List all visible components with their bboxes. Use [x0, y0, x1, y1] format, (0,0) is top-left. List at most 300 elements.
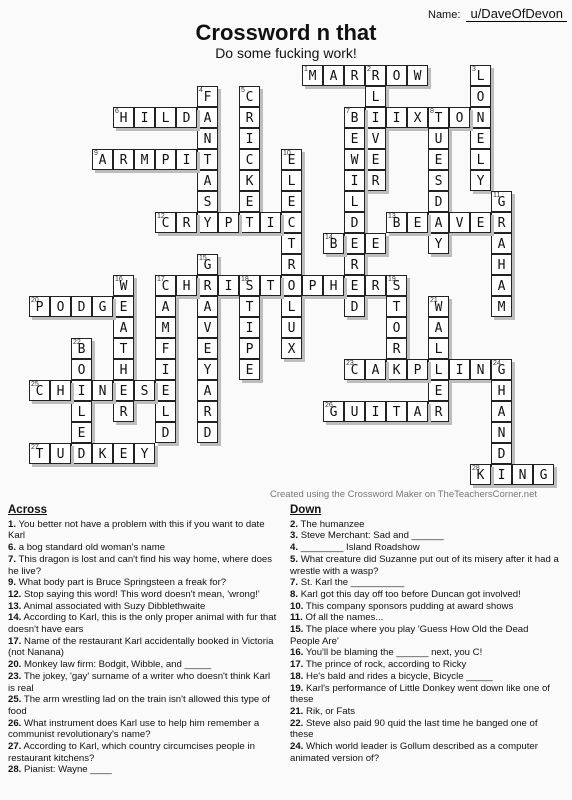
clue-text: Pianist: Wayne ____ [24, 764, 112, 776]
clue-text: According to Karl, this is the only proper animal with fur that doesn't have ears [8, 612, 277, 636]
grid-cell[interactable] [470, 170, 491, 191]
cell-letter: H [56, 384, 65, 399]
clue-text: The prince of rock, according to Ricky [305, 659, 467, 671]
grid-cell[interactable] [239, 212, 260, 233]
grid-cell[interactable] [113, 107, 134, 128]
cell-letter: K [392, 363, 401, 378]
grid-cell[interactable] [155, 359, 176, 380]
grid-cell[interactable] [197, 191, 218, 212]
grid-cell[interactable] [239, 359, 260, 380]
grid-cell[interactable] [386, 317, 407, 338]
grid-cell[interactable] [428, 107, 449, 128]
cell-letter: M [497, 300, 506, 315]
down-clue [290, 589, 560, 601]
down-clue [290, 530, 560, 542]
grid-cell[interactable] [428, 128, 449, 149]
clue-text: What body part is Bruce Springsteen a freak for? [18, 577, 227, 589]
grid-cell[interactable] [470, 86, 491, 107]
cell-letter: A [497, 279, 506, 294]
grid-cell[interactable] [470, 65, 491, 86]
grid-cell[interactable] [365, 170, 386, 191]
clue-text: He's bald and rides a bicycle, Bicycle _____ [306, 670, 493, 682]
cell-letter: B [350, 111, 359, 126]
grid-cell[interactable] [218, 275, 239, 296]
grid-cell[interactable] [344, 128, 365, 149]
cell-letter: E [203, 342, 212, 357]
grid-cell[interactable] [386, 275, 407, 296]
grid-cell[interactable] [344, 275, 365, 296]
clue-number: 23. [8, 670, 22, 682]
clue-number: 20. [8, 659, 22, 671]
grid-cell[interactable] [302, 65, 323, 86]
clue-number: 27. [8, 741, 22, 753]
grid-cell[interactable] [323, 401, 344, 422]
grid-cell[interactable] [533, 464, 554, 485]
cell-letter: N [518, 468, 527, 483]
clue-text: ________ Island Roadshow [300, 542, 420, 554]
cell-letter: S [203, 195, 212, 210]
grid-cell[interactable] [134, 380, 155, 401]
grid-cell[interactable] [491, 191, 512, 212]
grid-cell[interactable] [155, 380, 176, 401]
clue-number: 22. [290, 717, 304, 729]
cell-number: 15 [199, 255, 207, 262]
grid-cell[interactable] [491, 233, 512, 254]
grid-cell[interactable] [407, 401, 428, 422]
cell-letter: A [497, 405, 506, 420]
clue-number: 25. [8, 694, 22, 706]
grid-cell[interactable] [197, 296, 218, 317]
cell-letter: H [329, 279, 338, 294]
cell-letter: I [455, 363, 464, 378]
cell-number: 27 [31, 444, 39, 451]
grid-cell[interactable] [239, 107, 260, 128]
grid-cell[interactable] [92, 443, 113, 464]
grid-cell[interactable] [365, 149, 386, 170]
grid-cell[interactable] [428, 338, 449, 359]
grid-cell[interactable] [239, 317, 260, 338]
grid-cell[interactable] [155, 317, 176, 338]
grid-cell[interactable] [281, 254, 302, 275]
clue-number: 5. [290, 553, 299, 565]
clue-text: You better not have a problem with this if you want to date Karl [8, 518, 265, 542]
grid-cell[interactable] [491, 296, 512, 317]
grid-cell[interactable] [491, 380, 512, 401]
down-clue [290, 741, 560, 764]
grid-cell[interactable] [365, 359, 386, 380]
grid-cell[interactable] [197, 359, 218, 380]
grid-cell[interactable] [281, 275, 302, 296]
cell-letter: U [434, 132, 443, 147]
cell-letter: I [161, 363, 170, 378]
grid-cell[interactable] [29, 296, 50, 317]
grid-cell[interactable] [197, 422, 218, 443]
grid-cell[interactable] [344, 359, 365, 380]
grid-cell[interactable] [281, 191, 302, 212]
cell-letter: Y [203, 216, 212, 231]
grid-cell[interactable] [29, 443, 50, 464]
cell-number: 16 [115, 276, 123, 283]
clue-number: 26. [8, 717, 22, 729]
cell-number: 2 [367, 66, 371, 73]
grid-cell[interactable] [365, 107, 386, 128]
grid-cell[interactable] [470, 464, 491, 485]
across-clue [8, 741, 278, 764]
cell-letter: B [77, 342, 86, 357]
grid-cell[interactable] [197, 212, 218, 233]
cell-letter: E [476, 132, 485, 147]
cell-letter: S [140, 384, 149, 399]
down-clue [290, 718, 560, 741]
grid-cell[interactable] [407, 359, 428, 380]
grid-cell[interactable] [344, 212, 365, 233]
clue-text: What creature did Suzanne put out of its misery after it had a wrestle with a wasp? [290, 553, 559, 577]
grid-cell[interactable] [134, 149, 155, 170]
grid-cell[interactable] [239, 86, 260, 107]
cell-letter: T [287, 237, 296, 252]
grid-cell[interactable] [323, 233, 344, 254]
grid-cell[interactable] [470, 128, 491, 149]
cell-letter: B [329, 237, 338, 252]
cell-letter: L [77, 405, 86, 420]
cell-number: 17 [157, 276, 165, 283]
grid-cell[interactable] [197, 317, 218, 338]
grid-cell[interactable] [113, 149, 134, 170]
grid-cell[interactable] [197, 338, 218, 359]
grid-cell[interactable] [71, 443, 92, 464]
grid-cell[interactable] [386, 338, 407, 359]
grid-cell[interactable] [470, 359, 491, 380]
clue-text: What instrument does Karl use to help him remember a communist revolutionary's name? [8, 717, 260, 741]
cell-letter: I [350, 174, 359, 189]
down-clue [290, 659, 560, 671]
clue-text: Karl's performance of Little Donkey went down like one of these [290, 682, 550, 706]
grid-cell[interactable] [491, 443, 512, 464]
clue-text: Of all the names... [305, 612, 384, 624]
cell-letter: W [413, 69, 422, 84]
across-clue [8, 612, 278, 635]
grid-cell[interactable] [155, 107, 176, 128]
across-clue [8, 589, 278, 601]
grid-cell[interactable] [365, 233, 386, 254]
clue-number: 13. [8, 600, 22, 612]
grid-cell[interactable] [260, 212, 281, 233]
grid-cell[interactable] [113, 359, 134, 380]
grid-cell[interactable] [428, 401, 449, 422]
cell-letter: R [119, 153, 128, 168]
grid-cell[interactable] [239, 338, 260, 359]
cell-number: 19 [388, 276, 396, 283]
grid-cell[interactable] [197, 107, 218, 128]
grid-cell[interactable] [428, 212, 449, 233]
grid-cell[interactable] [491, 359, 512, 380]
cell-letter: A [203, 174, 212, 189]
cell-letter: I [140, 111, 149, 126]
grid-cell[interactable] [428, 380, 449, 401]
grid-cell[interactable] [281, 338, 302, 359]
grid-cell[interactable] [134, 107, 155, 128]
clue-text: You'll be blaming the ______ next, you C! [305, 647, 483, 659]
grid-cell[interactable] [491, 254, 512, 275]
grid-cell[interactable] [344, 65, 365, 86]
cell-letter: A [329, 69, 338, 84]
grid-cell[interactable] [197, 275, 218, 296]
grid-cell[interactable] [155, 212, 176, 233]
grid-cell[interactable] [449, 212, 470, 233]
grid-cell[interactable] [197, 401, 218, 422]
cell-letter: E [119, 300, 128, 315]
grid-cell[interactable] [176, 107, 197, 128]
cell-number: 4 [199, 87, 203, 94]
grid-cell[interactable] [71, 359, 92, 380]
cell-letter: U [350, 405, 359, 420]
grid-cell[interactable] [197, 380, 218, 401]
grid-cell[interactable] [365, 128, 386, 149]
cell-letter: D [350, 300, 359, 315]
grid-cell[interactable] [134, 443, 155, 464]
cell-letter: R [350, 69, 359, 84]
grid-cell[interactable] [428, 170, 449, 191]
grid-cell[interactable] [92, 296, 113, 317]
cell-letter: A [497, 237, 506, 252]
cell-letter: D [203, 426, 212, 441]
cell-number: 11 [493, 192, 501, 199]
grid-cell[interactable] [470, 212, 491, 233]
grid-cell[interactable] [491, 464, 512, 485]
grid-cell[interactable] [428, 296, 449, 317]
grid-cell[interactable] [155, 338, 176, 359]
grid-cell[interactable] [239, 149, 260, 170]
grid-cell[interactable] [323, 65, 344, 86]
cell-letter: Y [140, 447, 149, 462]
cell-letter: L [476, 153, 485, 168]
clue-text: Monkey law firm: Bodgit, Wibble, and _____ [24, 659, 212, 671]
cell-letter: E [350, 237, 359, 252]
cell-number: 23 [346, 360, 354, 367]
cell-letter: I [392, 111, 401, 126]
grid-cell[interactable] [386, 296, 407, 317]
cell-letter: N [203, 132, 212, 147]
grid-cell[interactable] [113, 275, 134, 296]
cell-letter: S [245, 279, 254, 294]
grid-cell[interactable] [386, 212, 407, 233]
cell-letter: D [434, 195, 443, 210]
cell-letter: R [182, 216, 191, 231]
grid-cell[interactable] [491, 275, 512, 296]
grid-cell[interactable] [365, 275, 386, 296]
grid-cell[interactable] [428, 233, 449, 254]
cell-number: 28 [472, 465, 480, 472]
grid-cell[interactable] [365, 65, 386, 86]
grid-cell[interactable] [50, 443, 71, 464]
grid-cell[interactable] [113, 338, 134, 359]
grid-cell[interactable] [176, 149, 197, 170]
grid-cell[interactable] [155, 401, 176, 422]
grid-cell[interactable] [344, 170, 365, 191]
grid-cell[interactable] [491, 422, 512, 443]
cell-letter: M [161, 321, 170, 336]
grid-cell[interactable] [512, 464, 533, 485]
grid-cell[interactable] [302, 275, 323, 296]
cell-number: 24 [493, 360, 501, 367]
grid-cell[interactable] [155, 422, 176, 443]
clue-number: 10. [290, 600, 304, 612]
grid-cell[interactable] [71, 296, 92, 317]
clue-number: 14. [8, 612, 22, 624]
cell-letter: M [308, 69, 317, 84]
name-value: u/DaveOfDevon [466, 6, 567, 22]
grid-cell[interactable] [344, 107, 365, 128]
grid-cell[interactable] [407, 65, 428, 86]
cell-letter: P [308, 279, 317, 294]
clue-text: Rik, or Fats [306, 705, 356, 717]
grid-cell[interactable] [365, 401, 386, 422]
grid-cell[interactable] [197, 254, 218, 275]
grid-cell[interactable] [428, 191, 449, 212]
grid-cell[interactable] [428, 359, 449, 380]
grid-cell[interactable] [197, 86, 218, 107]
clue-text: Which world leader is Gollum described as a computer animated version of? [290, 741, 538, 764]
cell-number: 10 [283, 150, 291, 157]
grid-cell[interactable] [470, 149, 491, 170]
down-clue [290, 683, 560, 706]
grid-cell[interactable] [386, 401, 407, 422]
grid-cell[interactable] [281, 296, 302, 317]
cell-letter: O [56, 300, 65, 315]
cell-letter: R [203, 279, 212, 294]
cell-letter: R [434, 405, 443, 420]
across-clue [8, 519, 278, 542]
grid-cell[interactable] [491, 401, 512, 422]
cell-letter: O [476, 90, 485, 105]
grid-cell[interactable] [344, 149, 365, 170]
grid-cell[interactable] [323, 275, 344, 296]
grid-cell[interactable] [176, 275, 197, 296]
down-clue [290, 601, 560, 613]
clue-text: Steve also paid 90 quid the last time he banged one of these [290, 717, 538, 741]
cell-letter: A [434, 321, 443, 336]
grid-cell[interactable] [113, 401, 134, 422]
grid-cell[interactable] [281, 149, 302, 170]
grid-cell[interactable] [176, 212, 197, 233]
grid-cell[interactable] [386, 359, 407, 380]
cell-letter: H [497, 384, 506, 399]
grid-cell[interactable] [71, 338, 92, 359]
clue-text: This company sponsors pudding at award shows [305, 600, 514, 612]
cell-letter: E [287, 153, 296, 168]
grid-cell[interactable] [71, 380, 92, 401]
grid-cell[interactable] [470, 107, 491, 128]
grid-cell[interactable] [449, 359, 470, 380]
clue-text: Name of the restaurant Karl accidentally booked in Victoria (not Nanana) [8, 635, 274, 659]
grid-cell[interactable] [407, 212, 428, 233]
grid-cell[interactable] [239, 296, 260, 317]
grid-cell[interactable] [155, 275, 176, 296]
grid-cell[interactable] [92, 380, 113, 401]
cell-letter: E [476, 216, 485, 231]
grid-cell[interactable] [239, 128, 260, 149]
grid-cell[interactable] [260, 275, 281, 296]
grid-cell[interactable] [50, 296, 71, 317]
cell-letter: T [245, 216, 254, 231]
clue-number: 15. [290, 624, 304, 636]
grid-cell[interactable] [155, 296, 176, 317]
grid-cell[interactable] [428, 317, 449, 338]
cell-number: 22 [73, 339, 81, 346]
grid-cell[interactable] [197, 149, 218, 170]
cell-letter: W [434, 300, 443, 315]
grid-cell[interactable] [281, 212, 302, 233]
grid-cell[interactable] [344, 254, 365, 275]
grid-cell[interactable] [218, 212, 239, 233]
grid-cell[interactable] [113, 380, 134, 401]
across-clue [8, 671, 278, 694]
grid-cell[interactable] [113, 317, 134, 338]
grid-cell[interactable] [29, 380, 50, 401]
clue-text: Karl got this day off too before Duncan got involved! [300, 588, 521, 600]
cell-letter: E [161, 384, 170, 399]
clue-text: St. Karl the __________ [300, 577, 405, 589]
grid-cell[interactable] [71, 401, 92, 422]
cell-letter: D [497, 447, 506, 462]
grid-cell[interactable] [365, 86, 386, 107]
grid-cell[interactable] [71, 422, 92, 443]
cell-letter: E [350, 279, 359, 294]
cell-letter: K [245, 174, 254, 189]
cell-number: 12 [157, 213, 165, 220]
grid-cell[interactable] [113, 443, 134, 464]
clue-number: 16. [290, 647, 304, 659]
grid-cell[interactable] [281, 170, 302, 191]
cell-letter: K [476, 468, 485, 483]
grid-cell[interactable] [491, 212, 512, 233]
cell-letter: R [119, 405, 128, 420]
grid-cell[interactable] [386, 107, 407, 128]
cell-letter: T [119, 342, 128, 357]
grid-cell[interactable] [281, 317, 302, 338]
cell-letter: H [497, 258, 506, 273]
cell-number: 18 [241, 276, 249, 283]
grid-cell[interactable] [113, 296, 134, 317]
grid-cell[interactable] [239, 170, 260, 191]
cell-letter: T [245, 300, 254, 315]
grid-cell[interactable] [50, 380, 71, 401]
grid-cell[interactable] [449, 107, 470, 128]
grid-cell[interactable] [239, 191, 260, 212]
grid-cell[interactable] [344, 191, 365, 212]
grid-cell[interactable] [344, 401, 365, 422]
grid-cell[interactable] [344, 233, 365, 254]
grid-cell[interactable] [239, 275, 260, 296]
cell-letter: E [371, 237, 380, 252]
cell-letter: T [392, 405, 401, 420]
grid-cell[interactable] [407, 107, 428, 128]
grid-cell[interactable] [428, 149, 449, 170]
grid-cell[interactable] [197, 170, 218, 191]
cell-letter: D [182, 111, 191, 126]
grid-cell[interactable] [386, 65, 407, 86]
grid-cell[interactable] [197, 128, 218, 149]
grid-cell[interactable] [155, 149, 176, 170]
clue-text: Steve Merchant: Sad and ______ [300, 530, 444, 542]
down-clue [290, 612, 560, 624]
cell-letter: E [245, 195, 254, 210]
grid-cell[interactable] [344, 296, 365, 317]
grid-cell[interactable] [281, 233, 302, 254]
clue-number: 4. [290, 542, 299, 554]
cell-letter: E [245, 363, 254, 378]
grid-cell[interactable] [92, 149, 113, 170]
